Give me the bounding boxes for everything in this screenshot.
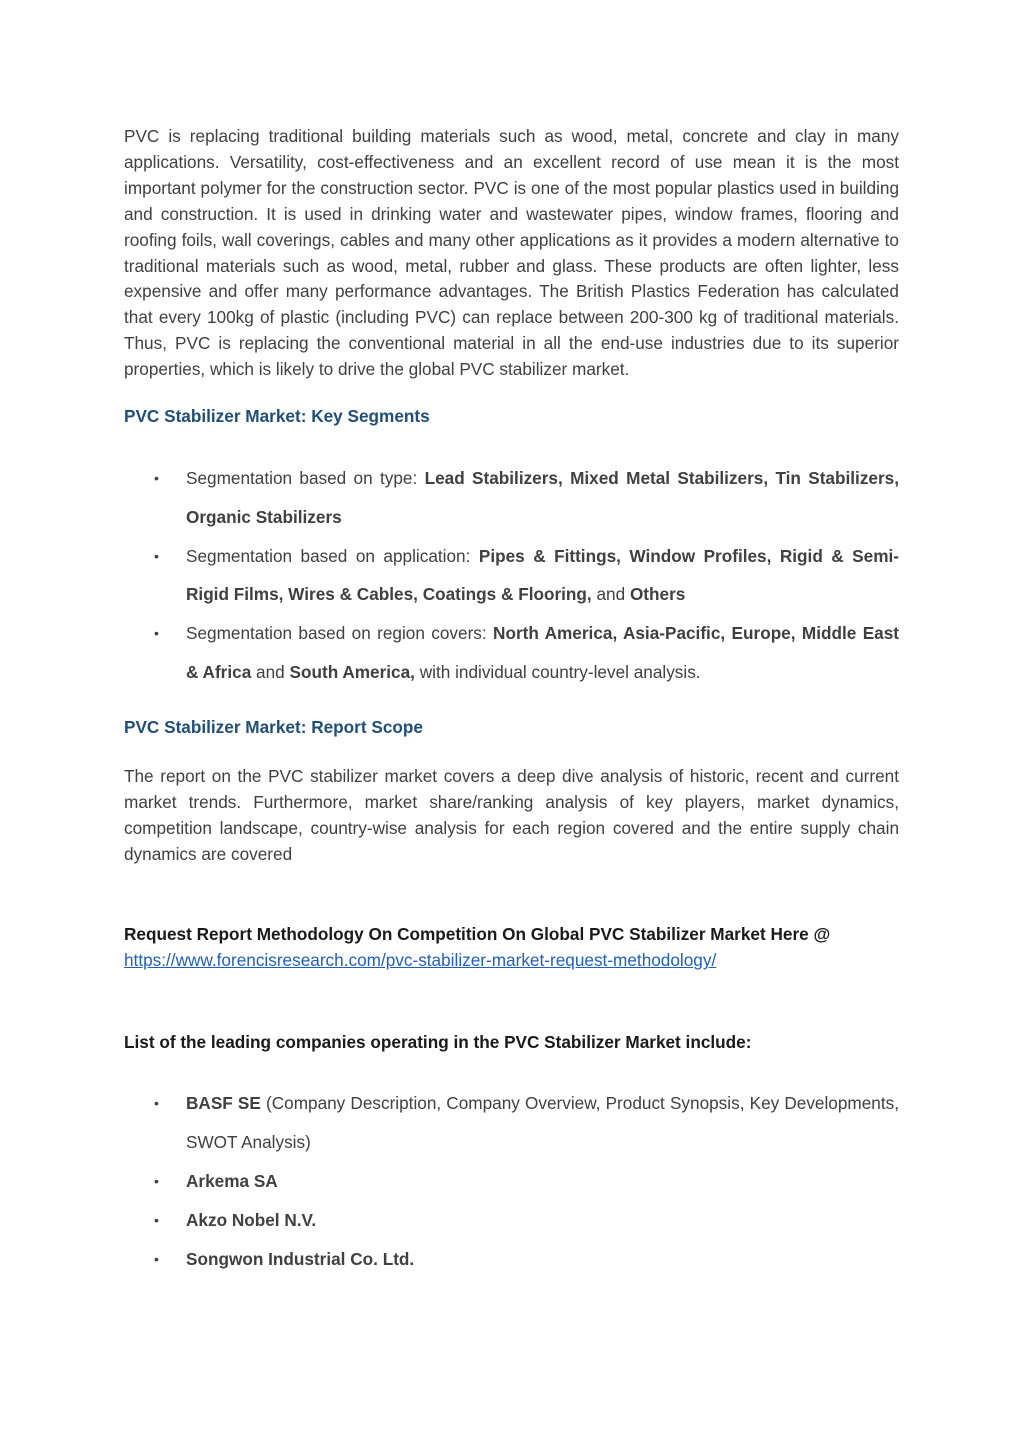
segment-application-values: Pipes & Fittings, Window Profiles, Rigid & Semi-Rigid Films, Wires & Cables, Coatings & Flooring, (186, 545, 899, 605)
company-item (124, 1084, 899, 1162)
company-detail: (Company Description, Company Overview, Product Synopsis, Key Developments, SWOT Analysis) (186, 1093, 899, 1153)
segment-region-item (124, 614, 899, 692)
segment-type-prefix: Segmentation based on type: (186, 468, 425, 489)
company-name: Arkema SA (186, 1171, 278, 1192)
company-name: BASF SE (186, 1093, 261, 1114)
segment-application-item (124, 537, 899, 615)
segment-region-and: and (251, 662, 290, 683)
bullet-icon: • (154, 1095, 159, 1112)
segment-region-south-america: South America, (289, 662, 415, 683)
request-methodology-link[interactable]: https://www.forencisresearch.com/pvc-stabilizer-market-request-methodology/ (124, 950, 717, 971)
company-item (124, 1162, 899, 1201)
company-item (124, 1240, 899, 1279)
document-page (124, 124, 899, 1278)
request-methodology-title: Request Report Methodology On Competition On Global PVC Stabilizer Market Here @ (124, 924, 831, 945)
company-name: Akzo Nobel N.V. (186, 1209, 317, 1230)
bullet-icon: • (154, 470, 159, 487)
report-scope-paragraph: The report on the PVC stabilizer market covers a deep dive analysis of historic, recent and current market trends. Furthermore, market share/ranking analysis of key players, market dynamics, competition landscape, country-wise analysis for each region covered and the entire supply chain dynamics are covered (124, 765, 899, 864)
report-scope-heading: PVC Stabilizer Market: Report Scope (124, 716, 423, 737)
bullet-icon: • (154, 1173, 159, 1190)
segment-application-and: and (591, 584, 630, 605)
leading-companies-heading: List of the leading companies operating in the PVC Stabilizer Market include: (124, 1032, 752, 1053)
segment-region-suffix: with individual country-level analysis. (414, 662, 701, 683)
bullet-icon: • (154, 625, 159, 642)
segments-list (124, 459, 899, 692)
segment-type-item (124, 459, 899, 537)
segment-application-prefix: Segmentation based on application: (186, 545, 479, 566)
intro-paragraph: PVC is replacing traditional building materials such as wood, metal, concrete and clay in many applications. Versatility, cost-effectiveness and an excellent record of use mean it is the most important polymer for the construction sector. PVC is one of the most popular plastics used in building and construction. It is used in drinking water and wastewater pipes, window frames, flooring and roofing foils, wall coverings, cables and many other applications as it provides a modern alternative to traditional materials such as wood, metal, rubber and glass. These products are often lighter, less expensive and offer many performance advantages. The British Plastics Federation has calculated that every 100kg of plastic (including PVC) can replace between 200-300 kg of traditional materials. Thus, PVC is replacing the conventional material in all the end-use industries due to its superior properties, which is likely to drive the global PVC stabilizer market. (124, 126, 899, 380)
company-name: Songwon Industrial Co. Ltd. (186, 1248, 415, 1269)
bullet-icon: • (154, 547, 159, 564)
segment-application-others: Others (629, 584, 686, 605)
company-item (124, 1201, 899, 1240)
bullet-icon: • (154, 1250, 159, 1267)
companies-list (124, 1084, 899, 1278)
segment-type-values: Lead Stabilizers, Mixed Metal Stabilizers, Tin Stabilizers, Organic Stabilizers (186, 468, 899, 527)
segment-region-values: North America, Asia-Pacific, Europe, Middle East & Africa (186, 623, 899, 683)
bullet-icon: • (154, 1211, 159, 1228)
key-segments-heading: PVC Stabilizer Market: Key Segments (124, 406, 430, 427)
segment-region-prefix: Segmentation based on region covers: (186, 623, 494, 644)
